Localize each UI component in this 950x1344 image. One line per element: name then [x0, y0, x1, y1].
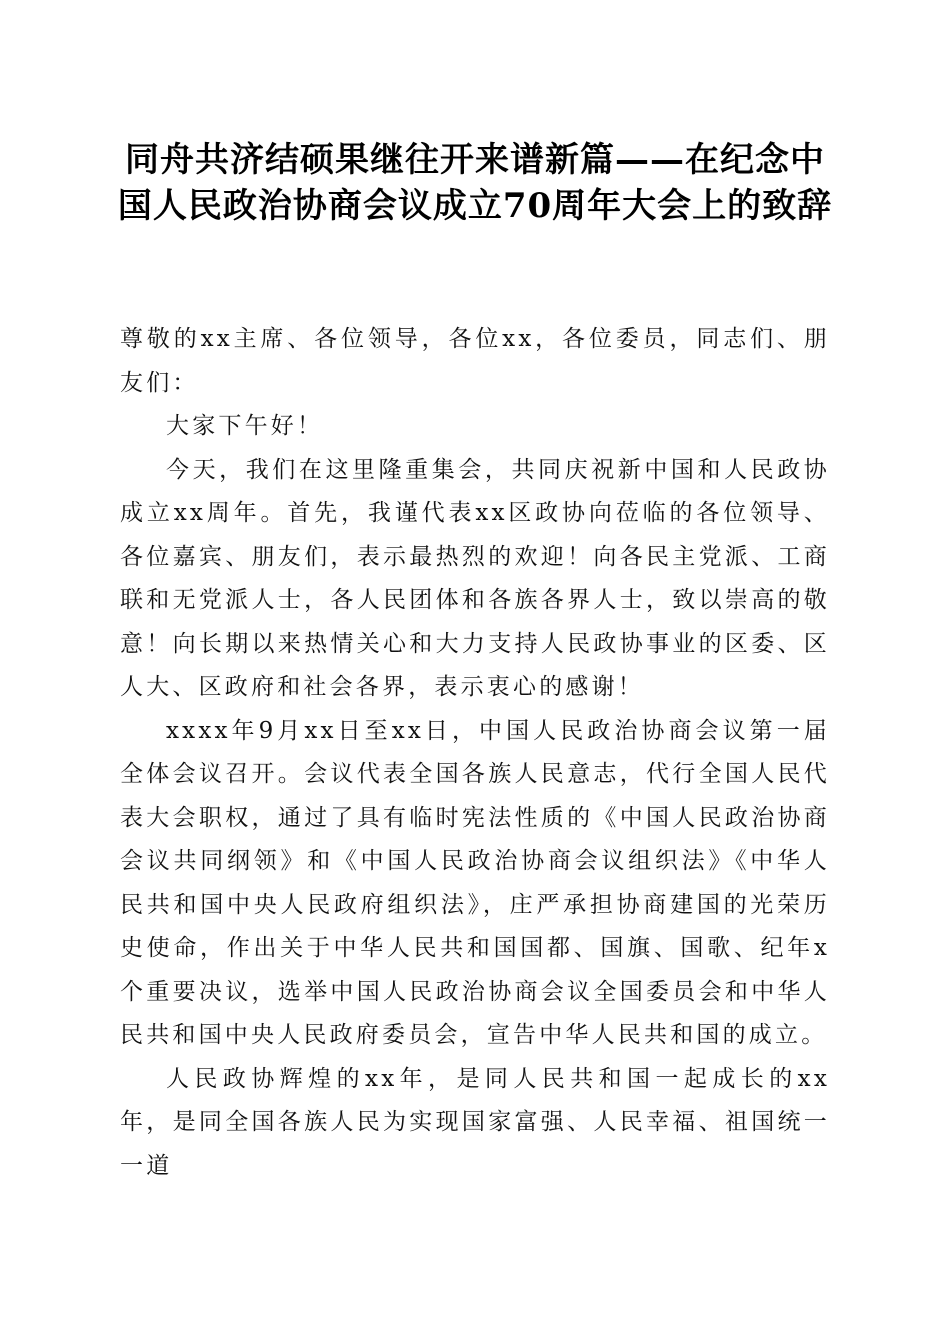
paragraph-greeting: 大家下午好！	[166, 413, 324, 439]
paragraph-achievements: 人民政协辉煌的xx年，是同人民共和国一起成长的xx年，是同全国各族人民为实现国家富强、人民幸福、祖国统一一道	[120, 1065, 830, 1179]
paragraph-welcome: 今天，我们在这里隆重集会，共同庆祝新中国和人民政协成立xx周年。首先，我谨代表xx区政协向莅临的各位领导、各位嘉宾、朋友们，表示最热烈的欢迎！向各民主党派、工商联和无党派人士，各人民团体和各族各界人士，致以崇高的敬意！向长期以来热情关心和大力支持人民政协事业的区委、区人大、区政府和社会各界，表示衷心的感谢！	[120, 456, 830, 700]
salutation: 尊敬的xx主席、各位领导，各位xx，各位委员，同志们、朋友们：	[120, 326, 830, 396]
document-body	[120, 318, 830, 1188]
paragraph-history: xxxx年9月xx日至xx日，中国人民政治协商会议第一届全体会议召开。会议代表全国各族人民意志，代行全国人民代表大会职权，通过了具有临时宪法性质的《中国人民政治协商会议共同纲领》和《中国人民政治协商会议组织法》《中华人民共和国中央人民政府组织法》，庄严承担协商建国的光荣历史使命，作出关于中华人民共和国国都、国旗、国歌、纪年x个重要决议，选举中国人民政治协商会议全国委员会和中华人民共和国中央人民政府委员会，宣告中华人民共和国的成立。	[120, 717, 830, 1048]
document-title: 同舟共济结硕果继往开来谱新篇——在纪念中国人民政治协商会议成立70周年大会上的致辞	[117, 140, 833, 226]
